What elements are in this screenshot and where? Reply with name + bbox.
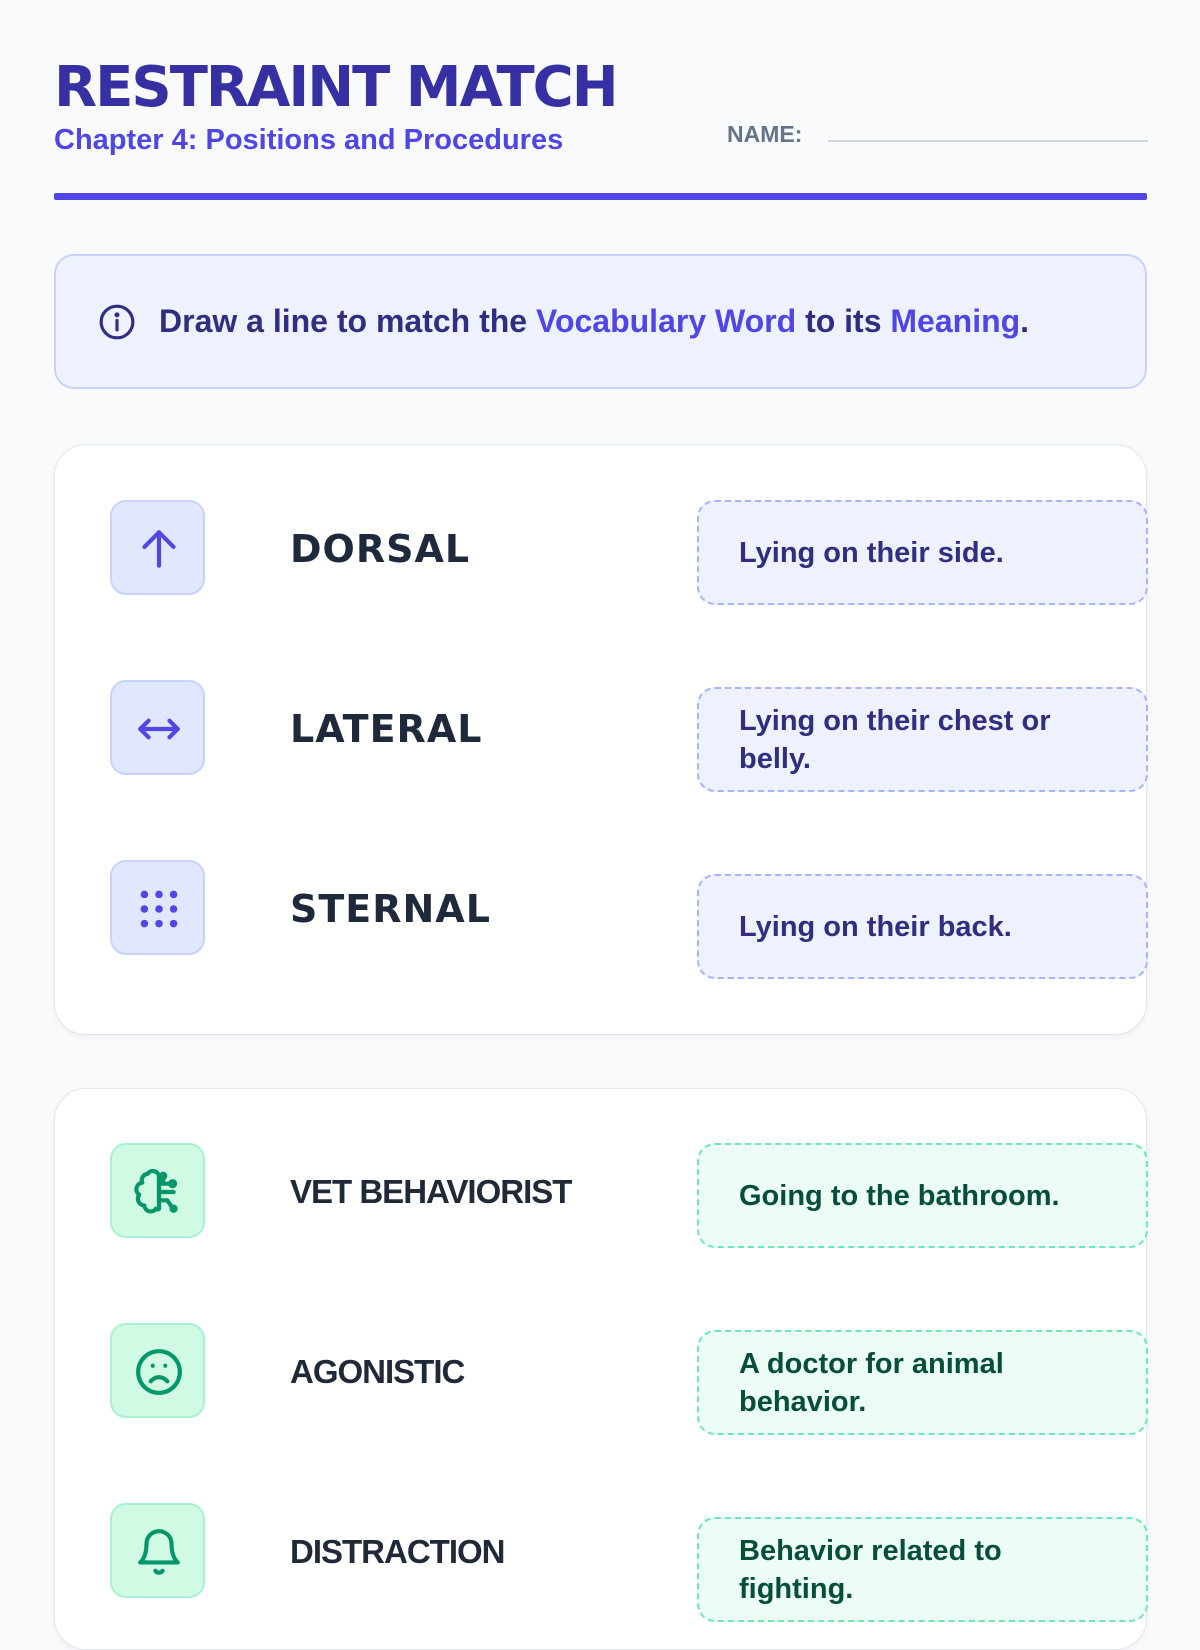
term-icon-box — [110, 500, 205, 595]
meaning-box[interactable] — [697, 1330, 1148, 1435]
meaning-text: Lying on their back. — [739, 910, 1012, 943]
match-row-dorsal — [110, 500, 1090, 605]
term-icon-box — [110, 1323, 205, 1418]
meaning-text: Going to the bathroom. — [739, 1179, 1060, 1212]
vocabulary-term[interactable]: DISTRACTION — [290, 1533, 505, 1570]
meaning-box[interactable] — [697, 1517, 1148, 1622]
frown-face-icon — [134, 1347, 184, 1397]
worksheet-header — [54, 0, 1147, 200]
arrows-left-right-icon — [134, 704, 184, 754]
term-icon-box — [110, 1503, 205, 1598]
meaning-text: A doctor for animal behavior. — [739, 1347, 1004, 1418]
instructions-text: Draw a line to match the Vocabulary Word to its Meaning. — [159, 303, 1030, 339]
vocabulary-term[interactable]: LATERAL — [290, 707, 483, 751]
worksheet-page — [54, 0, 1147, 1605]
arrow-up-icon — [134, 524, 184, 574]
term-icon-box — [110, 680, 205, 775]
meaning-highlight: Meaning — [890, 303, 1021, 339]
vocabulary-word-highlight: Vocabulary Word — [535, 303, 797, 339]
positions-match-card — [54, 444, 1147, 1035]
match-row-vet-behaviorist — [110, 1143, 1090, 1248]
match-row-agonistic — [110, 1323, 1090, 1428]
meaning-text: Lying on their side. — [739, 536, 1004, 569]
match-row-distraction — [110, 1503, 1090, 1608]
meaning-box[interactable] — [697, 1143, 1148, 1248]
vocabulary-term[interactable]: DORSAL — [290, 527, 471, 571]
term-icon-box — [110, 860, 205, 955]
match-row-lateral — [110, 680, 1090, 785]
match-row-sternal — [110, 860, 1090, 965]
chapter-subtitle: Chapter 4: Positions and Procedures — [54, 124, 564, 156]
name-label: NAME: — [727, 121, 803, 147]
behavior-match-card — [54, 1088, 1147, 1650]
header-divider — [54, 193, 1147, 200]
meaning-box[interactable] — [697, 687, 1148, 792]
vocabulary-term[interactable]: STERNAL — [290, 887, 491, 931]
brain-icon — [134, 1167, 184, 1217]
instructions-box — [54, 254, 1147, 389]
bell-icon — [134, 1527, 184, 1577]
term-icon-box — [110, 1143, 205, 1238]
vocabulary-term[interactable]: AGONISTIC — [290, 1353, 465, 1390]
meaning-box[interactable] — [697, 874, 1148, 979]
meaning-text: Behavior related to fighting. — [739, 1534, 1002, 1605]
meaning-text: Lying on their chest or belly. — [739, 704, 1051, 775]
worksheet-title: RESTRAINT MATCH — [54, 55, 617, 120]
meaning-box[interactable] — [697, 500, 1148, 605]
grid-dots-icon — [134, 884, 184, 934]
info-icon — [98, 303, 136, 341]
vocabulary-term[interactable]: VET BEHAVIORIST — [290, 1173, 572, 1210]
name-field-line[interactable] — [828, 140, 1148, 142]
